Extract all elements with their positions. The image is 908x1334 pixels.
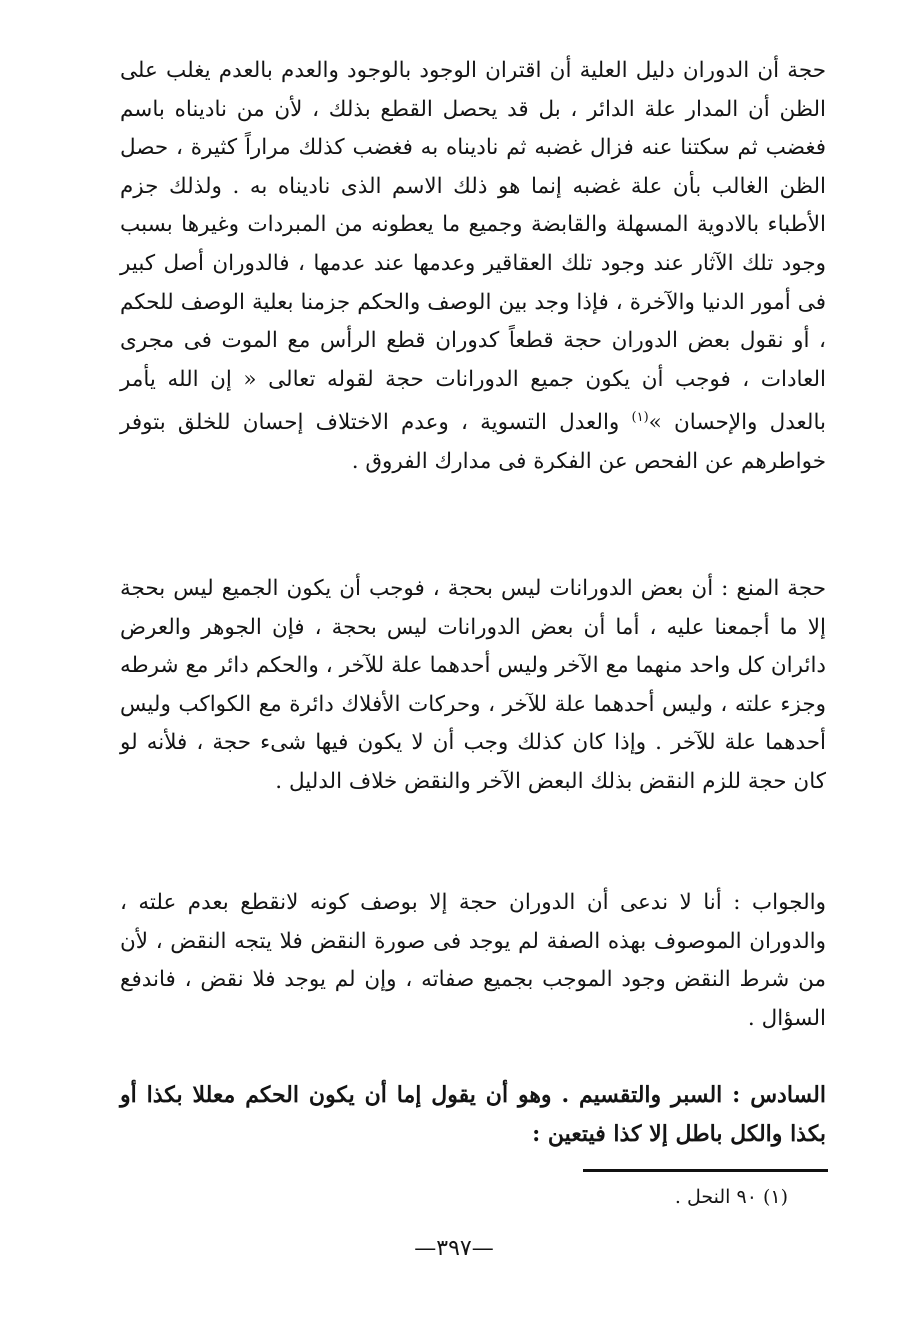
paragraph-text: حجة أن الدوران دليل العلية أن اقتران الوجود بالوجود والعدم بالعدم يغلب على الظن أن المدار علة الدائر ، بل قد يحصل القطع بذلك ، لأن من ناديناه باسم فغضب ثم سكتنا عنه فزال غضبه ثم ناديناه به فغضب كذلك مراراً كثيرة ، حصل الظن الغالب بأن علة غضبه إنما هو ذلك الاسم الذى ناديناه به . ولذلك جزم الأطباء بالادوية المسهلة والقابضة وجميع ما يعطونه من المبردات وغيرها بسبب وجود تلك الآثار عند وجود تلك العقاقير وعدمها عند عدمها ، فالدوران أصل كبير فى أمور الدنيا والآخرة ، فإذا وجد بين الوصف والحكم جزمنا بعلية الوصف للحكم ، أو نقول بعض الدوران حجة قطعاً كدوران قطع الرأس مع الموت فى مجرى العادات ، فوجب أن يكون جميع الدورانات حجة لقوله تعالى « إن الله يأمر بالعدل والإحسان » — [120, 58, 826, 436]
paragraph-objection: حجة المنع : أن بعض الدورانات ليس بحجة ، فوجب أن يكون الجميع ليس بحجة إلا ما أجمعنا عليه ، أما أن بعض الدورانات ليس بحجة ، فإن الجوهر والعرض دائران كل واحد منهما مع الآخر وليس أحدهما علة للآخر ، والحكم دائر مع شرطه وجزء علته ، وليس أحدهما علة للآخر ، وحركات الأفلاك دائرة مع الكواكب وليس أحدهما علة للآخر . وإذا كان كذلك وجب أن لا يكون فيها شىء حجة ، فلأنه لو كان حجة للزم النقض بذلك البعض الآخر والنقض خلاف الدليل . — [120, 576, 826, 794]
paragraph-dawran-proof — [120, 52, 826, 482]
footnote: (١) ٩٠ النحل . — [674, 1186, 788, 1208]
footnote-divider — [583, 1169, 828, 1172]
footnote-reference: (١) — [631, 410, 649, 426]
page-number: —٣٩٧— — [414, 1236, 494, 1261]
paragraph-answer: والجواب : أنا لا ندعى أن الدوران حجة إلا بوصف كونه لانقطع بعدم علته ، والدوران الموصوف بهذه الصفة لم يوجد فى صورة النقض فلا يتجه النقض ، لأن من شرط النقض وجود الموجب بجميع صفاته ، وإن لم يوجد فلا نقض ، فاندفع السؤال . — [120, 890, 826, 1031]
paragraph-sixth-heading: السادس : السبر والتقسيم . وهو أن يقول إما أن يكون الحكم معللا بكذا أو بكذا والكل باطل إلا كذا فيتعين : — [120, 1082, 826, 1147]
paragraph-text-end: والعدل التسوية ، وعدم الاختلاف إحسان للخلق بتوفر خواطرهم عن الفحص عن الفكرة فى مدارك الفروق . — [120, 410, 826, 475]
